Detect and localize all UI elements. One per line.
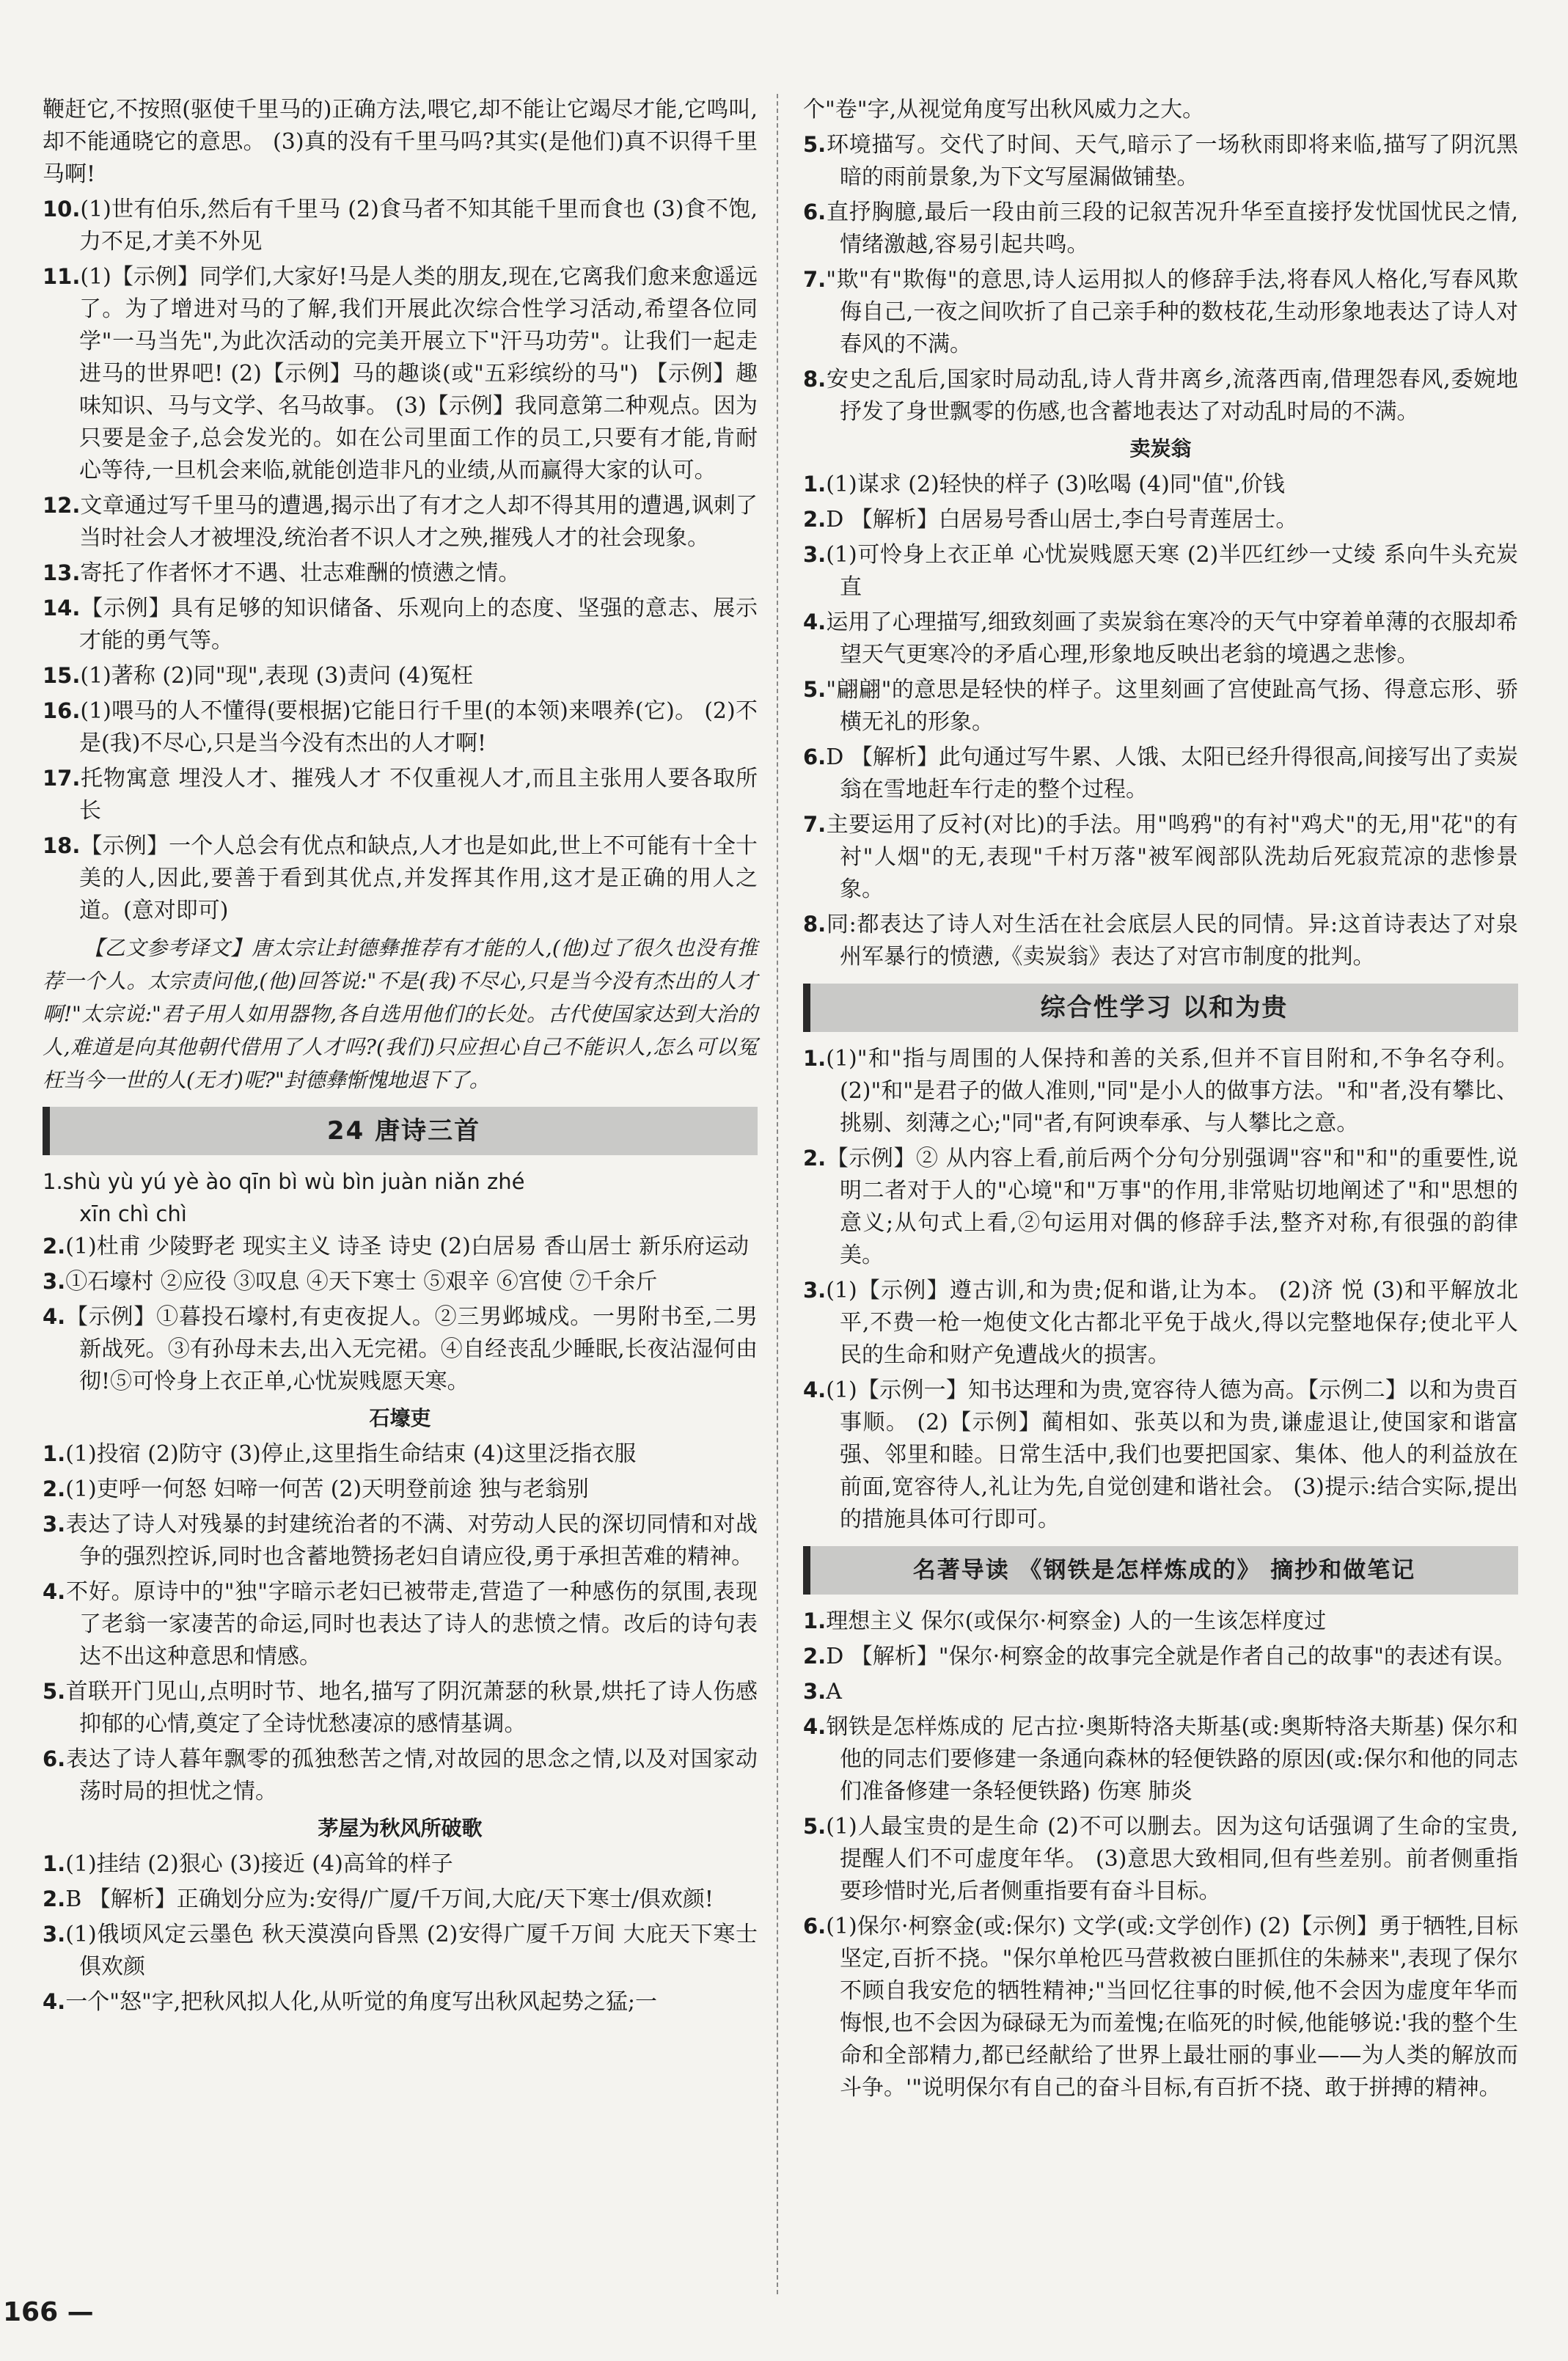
- left-column: [43, 94, 758, 2021]
- answer-text: (1)保尔·柯察金(或:保尔) 文学(或:文学创作) (2)【示例】勇于牺牲,目标坚定,百折不挠。"保尔单枪匹马营救被白匪抓住的朱赫来",表现了保尔不顾自我安危的牺牲精神;"当回忆往事的时候,他不会因为虚度年华而悔恨,也不会因为碌碌无为而羞愧;在临死的时候,他能够说:'我的整个生命和全部精力,都已经献给了世界上最壮丽的事业——为人类的解放而斗争。'"说明保尔有自己的奋斗目标,有百折不挠、敢于拼搏的精神。: [826, 1914, 1518, 2101]
- answer-item: [803, 673, 1518, 739]
- answer-item: [803, 1640, 1518, 1673]
- answer-item: [43, 1985, 758, 2018]
- answer-item: [803, 1910, 1518, 2104]
- answer-text: 不好。原诗中的"独"字暗示老妇已被带走,营造了一种感伤的氛围,表现了老翁一家凄苦的命运,同时也表达了诗人的悲愤之情。改后的诗句表达不出这种意思和情感。: [65, 1579, 758, 1669]
- answer-text: B 【解析】正确划分应为:安得/广厦/千万间,大庇/天下寒士/俱欢颜!: [65, 1886, 714, 1912]
- answer-number: 3.: [803, 542, 827, 567]
- answer-number: 1.: [803, 1608, 827, 1633]
- answer-item: [803, 741, 1518, 806]
- answer-item: [43, 1230, 758, 1263]
- answer-item: [803, 808, 1518, 906]
- answer-item: [43, 94, 758, 191]
- answer-item: [43, 762, 758, 827]
- answer-text: 表达了诗人暮年飘零的孤独愁苦之情,对故园的思念之情,以及对国家动荡时局的担忧之情。: [65, 1746, 758, 1804]
- answer-text: (1)【示例】同学们,大家好!马是人类的朋友,现在,它离我们愈来愈遥远了。为了增进对马的了解,我们开展此次综合性学习活动,希望各位同学"一马当先",为此次活动的完美开展立下"汗马功劳"。让我们一起走进马的世界吧! (2)【示例】马的趣谈(或"五彩缤纷的马") 【示例】趣味知识、马与文学、名马故事。 (3)【示例】我同意第二种观点。因为只要是金子,总会发光的。如在公司里面工作的员工,只要有才能,肯耐心等待,一旦机会来临,就能创造非凡的业绩,从而赢得大家的认可。: [79, 264, 758, 483]
- answer-number: 8.: [803, 367, 827, 392]
- answer-text: (1)【示例一】知书达理和为贵,宽容待人德为高。【示例二】以和为贵百事顺。 (2)【示例】蔺相如、张英以和为贵,谦虚退让,使国家和谐富强、邻里和睦。日常生活中,我们也要把国家、集体、他人的利益放在前面,宽容待人,礼让为先,自觉创建和谐社会。 (3)提示:结合实际,提出的措施具体可行即可。: [826, 1377, 1518, 1532]
- answer-number: 3.: [803, 1278, 827, 1303]
- answer-number: 12.: [43, 493, 81, 518]
- answer-text: (1)俄顷风定云墨色 秋天漠漠向昏黑 (2)安得广厦千万间 大庇天下寒士俱欢颜: [65, 1922, 758, 1980]
- answer-item: [803, 196, 1518, 261]
- answer-number: 4.: [43, 1579, 66, 1604]
- answer-item: [803, 1710, 1518, 1808]
- answer-text: (1)著称 (2)同"现",表现 (3)责问 (4)冤枉: [80, 663, 474, 689]
- answer-item: [43, 1438, 758, 1471]
- answer-item: [803, 1142, 1518, 1272]
- answer-item: [43, 592, 758, 657]
- right-answer-list-4: [803, 1605, 1518, 2104]
- answer-text: (1)人最宝贵的是生命 (2)不可以删去。因为这句话强调了生命的宝贵,提醒人们不可虚度年华。 (3)意思大致相同,但有些差别。前者侧重指要珍惜时光,后者侧重指要有奋斗目标。: [826, 1814, 1518, 1904]
- answer-text: 环境描写。交代了时间、天气,暗示了一场秋雨即将来临,描写了阴沉黑暗的雨前景象,为下文写屋漏做铺垫。: [826, 132, 1518, 190]
- answer-number: 5.: [803, 132, 827, 157]
- answer-item: [803, 128, 1518, 194]
- answer-number: 17.: [43, 766, 81, 791]
- answer-text: 同:都表达了诗人对生活在社会底层人民的同情。异:这首诗表达了对泉州军暴行的愤懑,《卖炭翁》表达了对宫市制度的批判。: [826, 912, 1518, 970]
- answer-text: 鞭赶它,不按照(驱使千里马的)正确方法,喂它,却不能让它竭尽才能,它鸣叫,却不能通晓它的意思。 (3)真的没有千里马吗?其实(是他们)真不识得千里马啊!: [43, 97, 758, 187]
- answer-number: 7.: [803, 812, 827, 837]
- answer-number: 2.: [43, 1234, 66, 1259]
- subhead-maowu: 茅屋为秋风所破歌: [318, 1816, 483, 1840]
- answer-number: 4.: [803, 1714, 827, 1739]
- answer-number: 16.: [43, 698, 81, 723]
- answer-number: 10.: [43, 197, 81, 222]
- answer-item: [43, 1508, 758, 1573]
- answer-text: 钢铁是怎样炼成的 尼古拉·奥斯特洛夫斯基(或:奥斯特洛夫斯基) 保尔和他的同志们要修建一条通向森林的轻便铁路的原因(或:保尔和他的同志们准备修建一条轻便铁路) 伤寒 肺炎: [826, 1714, 1518, 1804]
- answer-item: [803, 606, 1518, 671]
- answer-text: (1)"和"指与周围的人保持和善的关系,但并不盲目附和,不争名夺利。 (2)"和"是君子的做人准则,"同"是小人的做事方法。"和"者,没有攀比、挑剔、刻薄之心;"同"者,有阿谀奉承、与人攀比之意。: [826, 1046, 1518, 1136]
- answer-number: 5.: [43, 1679, 66, 1704]
- left-answer-list-4: [43, 1848, 758, 2018]
- answer-text: (1)世有伯乐,然后有千里马 (2)食马者不知其能千里而食也 (3)食不饱,力不足,才美不外见: [79, 197, 758, 255]
- right-answer-list-3: [803, 1042, 1518, 1536]
- answer-text: D 【解析】"保尔·柯察金的故事完全就是作者自己的故事"的表述有误。: [826, 1644, 1516, 1669]
- answer-item: [803, 1675, 1518, 1708]
- answer-number: 5.: [803, 1814, 827, 1839]
- answer-number: 2.: [43, 1886, 66, 1911]
- answer-text: 【示例】② 从内容上看,前后两个分句分别强调"容"和"和"的重要性,说明二者对于人的"心境"和"万事"的作用,非常贴切地阐述了"和"思想的意义;从句式上看,②句运用对偶的修辞手法,整齐对称,有很强的韵律美。: [826, 1146, 1518, 1268]
- answer-number: 3.: [43, 1269, 66, 1294]
- answer-item: [803, 1274, 1518, 1372]
- answer-text: 【示例】①暮投石壕村,有吏夜捉人。②三男邺城戍。一男附书至,二男新战死。③有孙母未去,出入无完裙。④自经丧乱少睡眠,长夜沾湿何由彻!⑤可怜身上衣正单,心忧炭贱愿天寒。: [65, 1304, 758, 1394]
- pinyin-line-1: 1.shù yù yú yè ào qīn bì wù bìn juàn niǎn zhé: [43, 1169, 525, 1194]
- answer-item: [43, 830, 758, 927]
- answer-text: (1)吏呼一何怒 妇啼一何苦 (2)天明登前途 独与老翁别: [65, 1476, 589, 1502]
- answer-number: 13.: [43, 560, 81, 585]
- answer-text: 托物寓意 埋没人才、摧残人才 不仅重视人才,而且主张用人要各取所长: [79, 766, 758, 824]
- answer-item: [43, 193, 758, 258]
- right-column: [803, 94, 1518, 2106]
- answer-item: [43, 1743, 758, 1808]
- answer-text: 寄托了作者怀才不遇、壮志难酬的愤懑之情。: [80, 560, 521, 586]
- answer-number: 14.: [43, 596, 81, 621]
- answer-text: 理想主义 保尔(或保尔·柯察金) 人的一生该怎样度过: [826, 1608, 1327, 1634]
- answer-item: [43, 1575, 758, 1673]
- answer-text: (1)喂马的人不懂得(要根据)它能日行千里(的本领)来喂养(它)。 (2)不是(我)不尽心,只是当今没有杰出的人才啊!: [79, 698, 758, 756]
- answer-text: "欺"有"欺侮"的意思,诗人运用拟人的修辞手法,将春风人格化,写春风欺侮自己,一夜之间吹折了自己亲手种的数枝花,生动形象地表达了诗人对春风的不满。: [826, 267, 1518, 357]
- answer-text: D 【解析】白居易号香山居士,李白号青莲居士。: [826, 507, 1298, 532]
- answer-text: ①石壕村 ②应役 ③叹息 ④天下寒士 ⑤艰辛 ⑥宫使 ⑦千余斤: [65, 1269, 658, 1295]
- answer-item: [803, 1042, 1518, 1140]
- answer-number: 1.: [803, 472, 827, 497]
- left-answer-list-2: [43, 1230, 758, 1398]
- answer-item: [43, 260, 758, 487]
- right-answer-list-2: [803, 468, 1518, 973]
- answer-number: 2.: [803, 1146, 827, 1171]
- answer-number: 2.: [803, 1644, 827, 1669]
- answer-number: 15.: [43, 663, 81, 688]
- answer-text: 安史之乱后,国家时局动乱,诗人背井离乡,流落西南,借理怨春风,委婉地抒发了身世飘零的伤感,也含蓄地表达了对动乱时局的不满。: [826, 367, 1518, 425]
- answer-text: 个"卷"字,从视觉角度写出秋风威力之大。: [803, 97, 1205, 122]
- answer-number: 3.: [43, 1512, 66, 1537]
- answer-text: D 【解析】此句通过写牛累、人饿、太阳已经升得很高,间接写出了卖炭翁在雪地赶车行走的整个过程。: [826, 744, 1518, 802]
- answer-text: 文章通过写千里马的遭遇,揭示出了有才之人却不得其用的遭遇,讽刺了当时社会人才被埋没,统治者不识人才之殃,摧残人才的社会现象。: [79, 493, 758, 551]
- answer-item: [803, 1605, 1518, 1638]
- answer-text: 【示例】一个人总会有优点和缺点,人才也是如此,世上不可能有十全十美的人,因此,要善于看到其优点,并发挥其作用,这才是正确的用人之道。(意对即可): [79, 833, 758, 923]
- column-divider: [777, 94, 778, 2294]
- answer-item: [43, 557, 758, 590]
- answer-item: [803, 1374, 1518, 1536]
- answer-number: 18.: [43, 833, 81, 858]
- subhead-maitan: 卖炭翁: [1129, 436, 1192, 461]
- subhead-shihao: 石壕吏: [369, 1406, 431, 1430]
- answer-number: 4.: [803, 1377, 827, 1402]
- answer-text: (1)投宿 (2)防守 (3)停止,这里指生命结束 (4)这里泛指衣服: [65, 1441, 637, 1467]
- answer-text: (1)杜甫 少陵野老 现实主义 诗圣 诗史 (2)白居易 香山居士 新乐府运动: [65, 1234, 749, 1259]
- answer-text: 直抒胸臆,最后一段由前三段的记叙苦况升华至直接抒发忧国忧民之情,情绪激越,容易引起共鸣。: [826, 200, 1518, 257]
- answer-number: 8.: [803, 912, 827, 937]
- answer-item: [803, 503, 1518, 536]
- answer-text: 表达了诗人对残暴的封建统治者的不满、对劳动人民的深切同情和对战争的强烈控诉,同时也含蓄地赞扬老妇自请应役,勇于承担苦难的精神。: [65, 1512, 758, 1570]
- answer-item: [43, 1675, 758, 1740]
- answer-text: 主要运用了反衬(对比)的手法。用"鸣鸦"的有衬"鸡犬"的无,用"花"的有衬"人烟"的无,表现"千村万落"被军阀部队洗劫后死寂荒凉的悲惨景象。: [826, 812, 1518, 902]
- answer-item: [803, 538, 1518, 604]
- answer-item: [43, 1883, 758, 1916]
- answer-number: 4.: [43, 1989, 66, 2014]
- answer-number: 2.: [43, 1476, 66, 1501]
- answer-number: 1.: [803, 1046, 827, 1071]
- answer-number: 7.: [803, 267, 827, 292]
- answer-number: 5.: [803, 677, 827, 702]
- answer-item: [43, 1918, 758, 1983]
- answer-number: 6.: [803, 1914, 827, 1939]
- answer-number: 1.: [43, 1851, 66, 1876]
- answer-number: 2.: [803, 507, 827, 532]
- answer-text: A: [826, 1679, 842, 1705]
- answer-text: (1)挂结 (2)狠心 (3)接近 (4)高耸的样子: [65, 1851, 453, 1877]
- answer-text: (1)谋求 (2)轻快的样子 (3)吆喝 (4)同"值",价钱: [826, 472, 1285, 497]
- answer-item: [43, 1473, 758, 1506]
- answer-item: [803, 94, 1518, 126]
- left-answer-list-1: [43, 94, 758, 927]
- right-answer-list-1: [803, 94, 1518, 428]
- left-answer-list-3: [43, 1438, 758, 1808]
- answer-number: 11.: [43, 264, 81, 289]
- answer-text: "翩翩"的意思是轻快的样子。这里刻画了宫使趾高气扬、得意忘形、骄横无礼的形象。: [826, 677, 1518, 735]
- section-banner-mingzhu: 名著导读 《钢铁是怎样炼成的》 摘抄和做笔记: [803, 1546, 1518, 1595]
- page-number: 166 —: [3, 2297, 94, 2327]
- section-banner-24: 24 唐诗三首: [43, 1107, 758, 1155]
- translation-paragraph: 【乙文参考译文】唐太宗让封德彝推荐有才能的人,(他)过了很久也没有推荐一个人。太宗责问他,(他)回答说:"不是(我)不尽心,只是当今没有杰出的人才啊!"太宗说:"君子用人如用器物,各自选用他们的长处。古代使国家达到大治的人,难道是向其他朝代借用了人才吗?(我们)只应担心自己不能识人,怎么可以冤枉当今一世的人(无才)呢?"封德彝惭愧地退下了。: [43, 936, 758, 1092]
- answer-number: 6.: [803, 200, 827, 224]
- answer-number: 3.: [43, 1922, 66, 1947]
- answer-item: [43, 1265, 758, 1298]
- answer-item: [43, 695, 758, 760]
- answer-item: [803, 263, 1518, 361]
- answer-number: 1.: [43, 1441, 66, 1466]
- answer-text: 【示例】具有足够的知识储备、乐观向上的态度、坚强的意志、展示才能的勇气等。: [79, 596, 758, 654]
- answer-text: 首联开门见山,点明时节、地名,描写了阴沉萧瑟的秋景,烘托了诗人伤感抑郁的心情,奠定了全诗忧愁凄凉的感情基调。: [65, 1679, 758, 1737]
- answer-item: [803, 1810, 1518, 1908]
- answer-number: 6.: [43, 1746, 66, 1771]
- answer-text: (1)可怜身上衣正单 心忧炭贱愿天寒 (2)半匹红纱一丈绫 系向牛头充炭直: [826, 542, 1518, 600]
- answer-item: [43, 489, 758, 554]
- answer-number: 4.: [803, 610, 827, 634]
- answer-item: [803, 468, 1518, 501]
- answer-number: 6.: [803, 744, 827, 769]
- section-banner-zonghe: 综合性学习 以和为贵: [803, 984, 1518, 1032]
- answer-text: (1)【示例】遵古训,和为贵;促和谐,让为本。 (2)济 悦 (3)和平解放北平,不费一枪一炮使文化古都北平免于战火,得以完整地保存;使北平人民的生命和财产免遭战火的损害。: [826, 1278, 1518, 1368]
- answer-number: 4.: [43, 1304, 66, 1329]
- answer-text: 运用了心理描写,细致刻画了卖炭翁在寒冷的天气中穿着单薄的衣服却希望天气更寒冷的矛盾心理,形象地反映出老翁的境遇之悲惨。: [826, 610, 1518, 667]
- answer-item: [803, 363, 1518, 428]
- pinyin-line-2: xīn chì chì: [79, 1201, 187, 1226]
- answer-item: [43, 1848, 758, 1881]
- answer-text: 一个"怒"字,把秋风拟人化,从听觉的角度写出秋风起势之猛;一: [65, 1989, 657, 2015]
- answer-number: 3.: [803, 1679, 827, 1704]
- answer-item: [43, 659, 758, 692]
- answer-item: [43, 1300, 758, 1398]
- answer-item: [803, 908, 1518, 973]
